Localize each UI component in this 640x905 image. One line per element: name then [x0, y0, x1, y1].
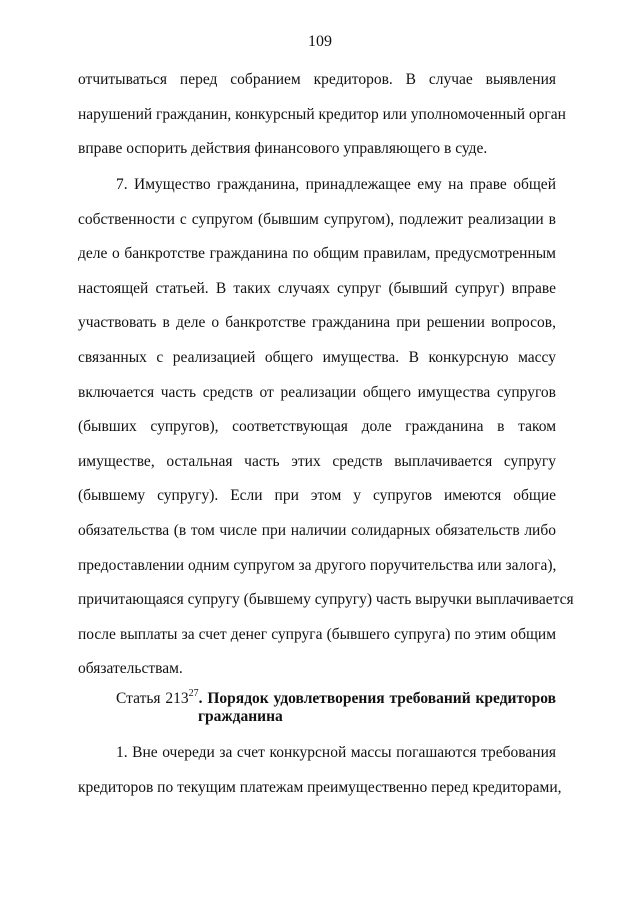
text-line: настоящей статьей. В таких случаях супруг (бывший супруг) вправе	[78, 279, 556, 297]
text-line: 7. Имущество гражданина, принадлежащее ему на праве общей	[116, 176, 556, 193]
article-title: . Порядок удовлетворения требований кредиторов	[198, 690, 556, 707]
text-line: причитающаяся супругу (бывшему супругу) часть выручки выплачивается	[78, 591, 574, 609]
article-heading-line-2: гражданина	[198, 708, 283, 725]
paragraph-7	[78, 168, 574, 687]
text-line: включается часть средств от реализации общего имущества супругов	[78, 383, 556, 401]
text-line: связанных с реализацией общего имущества. В конкурсную массу	[78, 348, 556, 366]
article-heading-line-1	[116, 690, 556, 708]
text-line: кредиторов по текущим платежам преимущественно перед кредиторами,	[78, 778, 562, 796]
text-line: деле о банкротстве гражданина по общим правилам, предусмотренным	[78, 245, 556, 263]
paragraph-continuation	[78, 63, 566, 167]
text-line: обязательствам.	[78, 660, 183, 678]
text-line: вправе оспорить действия финансового управляющего в суде.	[78, 140, 488, 158]
text-line: нарушений гражданин, конкурсный кредитор или уполномоченный орган	[78, 105, 566, 123]
text-line: собственности с супругом (бывшим супругом), подлежит реализации в	[78, 210, 556, 228]
text-line: предоставлении одним супругом за другого поручительства или залога),	[78, 556, 557, 574]
page-number: 109	[308, 33, 332, 50]
article-number: Статья 213	[116, 690, 189, 707]
text-line: после выплаты за счет денег супруга (бывшего супруга) по этим общим	[78, 625, 556, 643]
paragraph-1	[78, 736, 562, 805]
text-line: (бывшему супругу). Если при этом у супругов имеются общие	[78, 487, 556, 505]
text-line: отчитываться перед собранием кредиторов. В случае выявления	[78, 71, 556, 88]
article-superscript: 27	[188, 688, 199, 699]
text-line: участвовать в деле о банкротстве гражданина при решении вопросов,	[78, 314, 556, 332]
text-line: (бывших супругов), соответствующая доле гражданина в таком	[78, 418, 556, 436]
text-line: обязательства (в том числе при наличии солидарных обязательств либо	[78, 521, 556, 539]
text-line: 1. Вне очереди за счет конкурсной массы погашаются требования	[116, 744, 556, 761]
text-line: имуществе, остальная часть этих средств выплачивается супругу	[78, 452, 556, 470]
article-heading	[116, 690, 556, 726]
